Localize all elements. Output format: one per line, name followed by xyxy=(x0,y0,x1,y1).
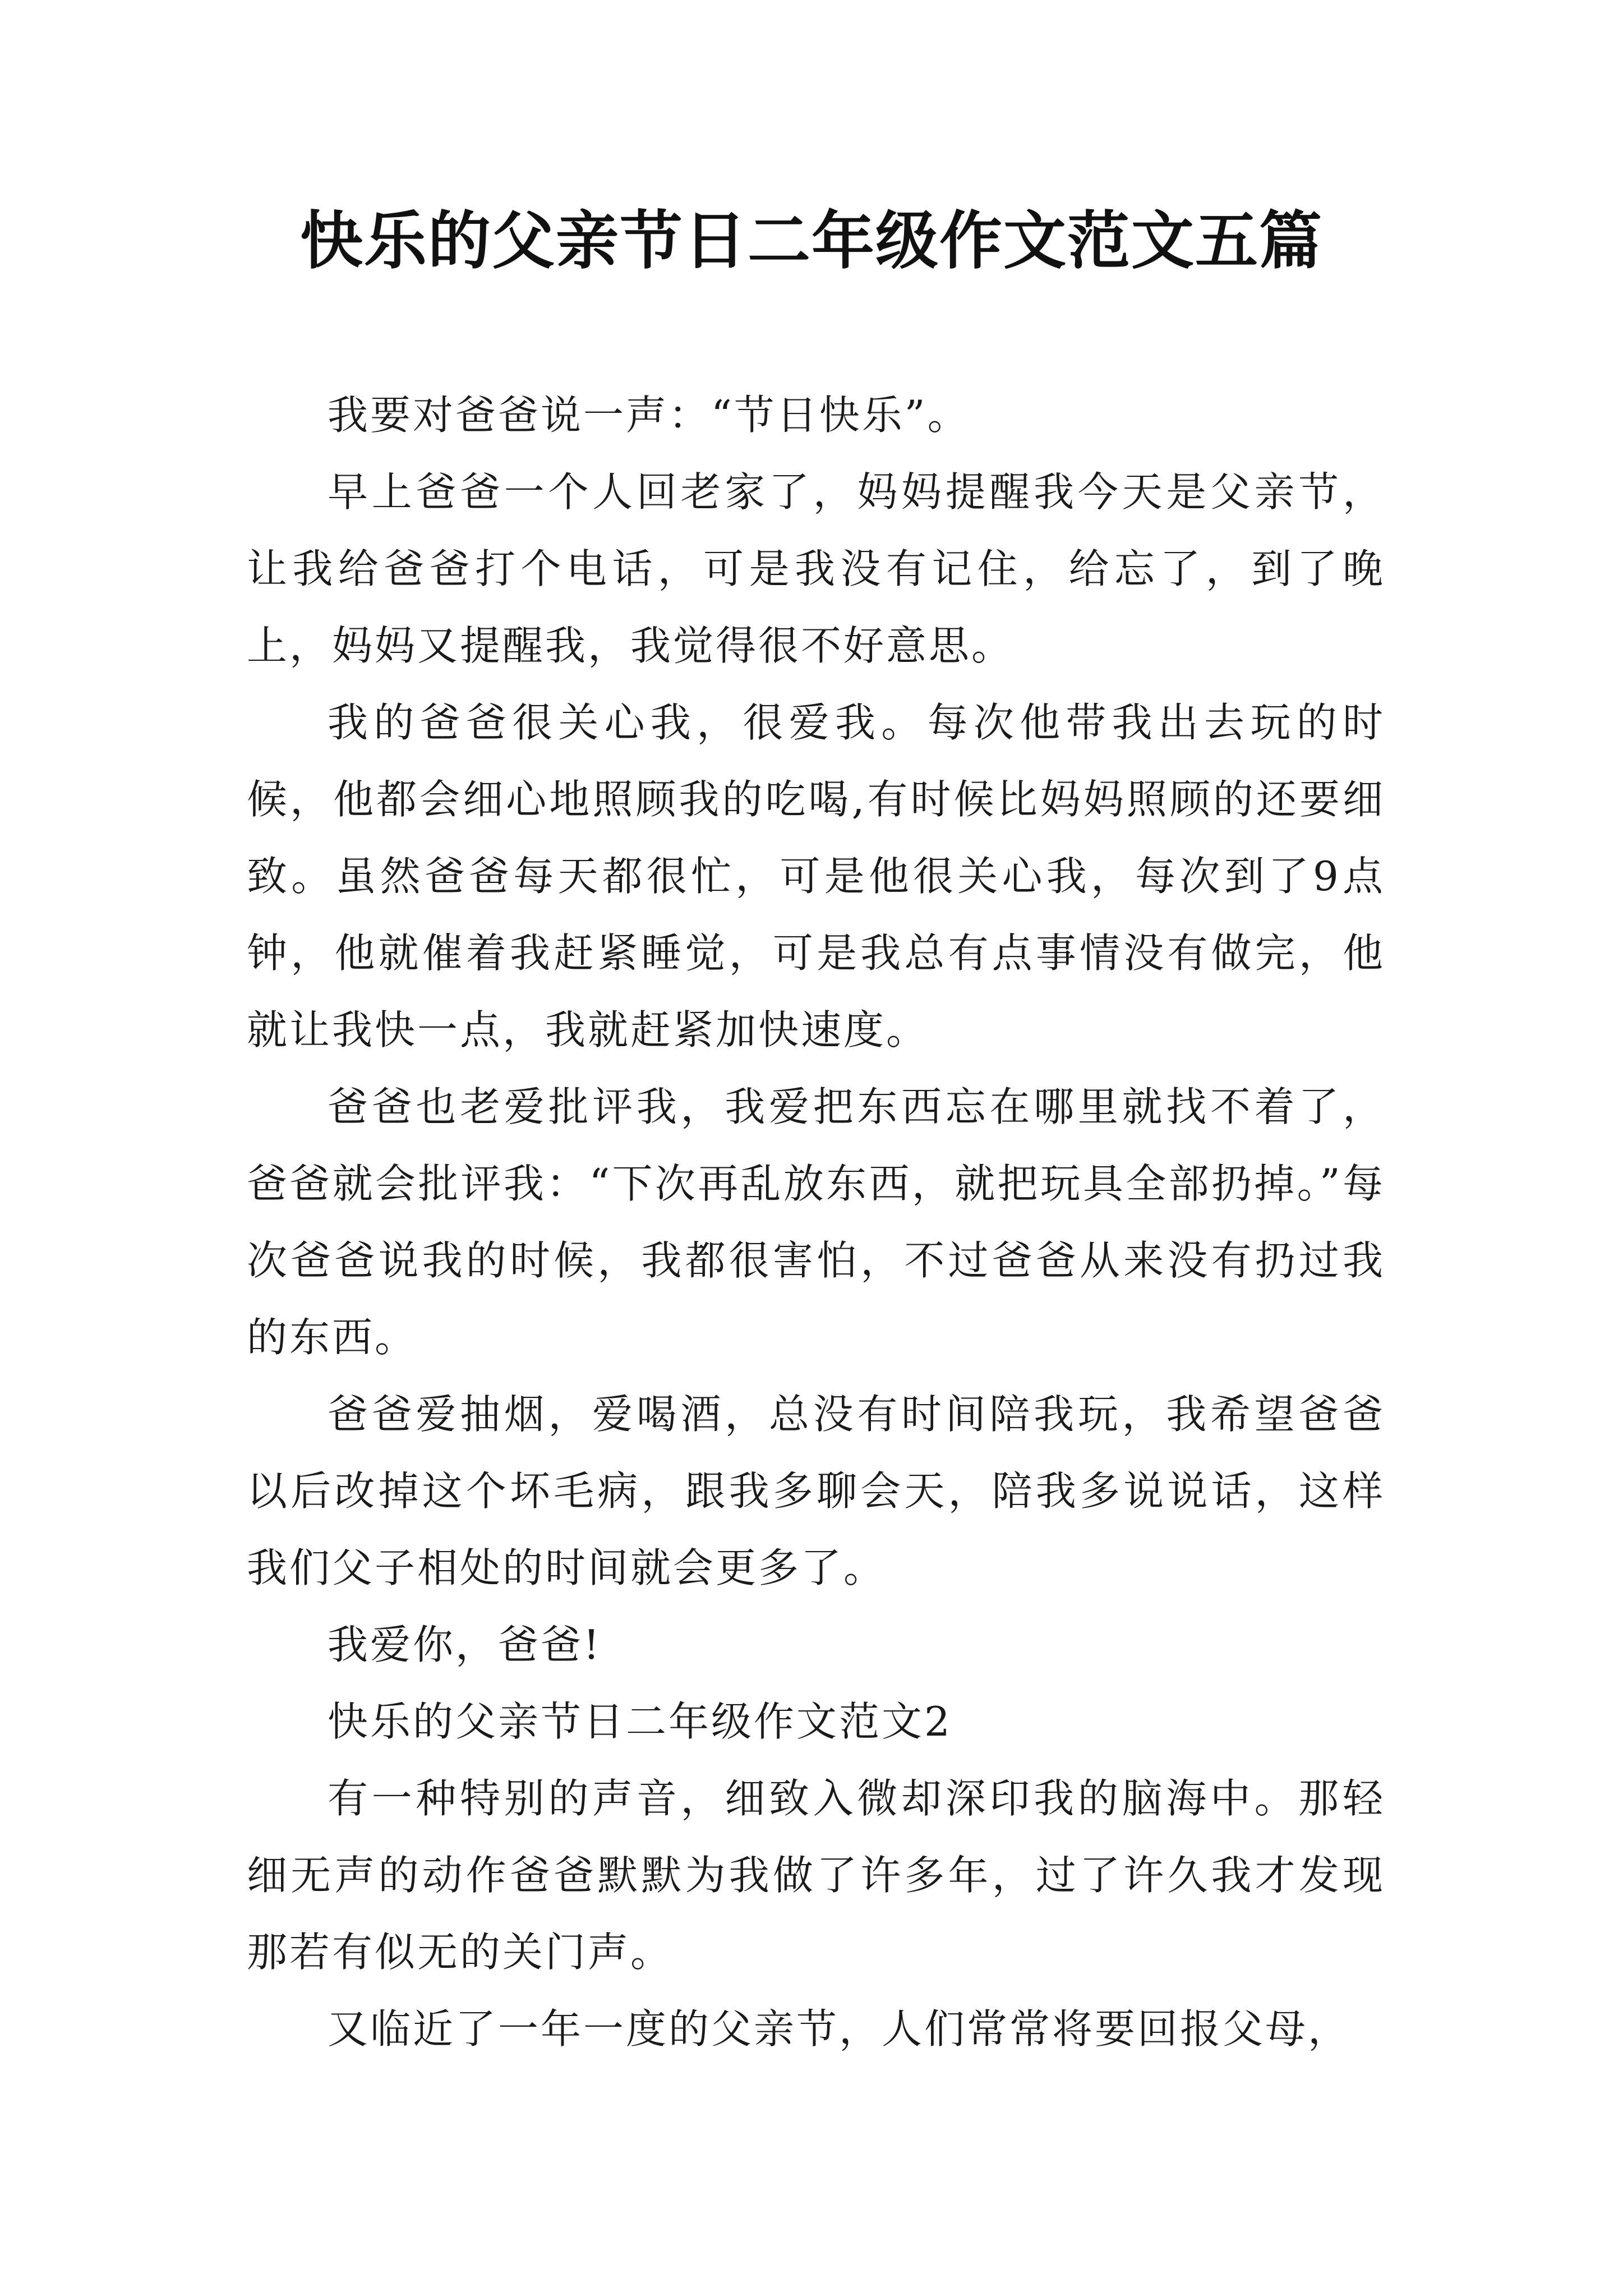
paragraph: 爸爸也老爱批评我，我爱把东西忘在哪里就找不着了，爸爸就会批评我：“下次再乱放东西，就把玩具全部扔掉。”每次爸爸说我的时候，我都很害怕，不过爸爸从来没有扔过我的东西。 xyxy=(247,1083,1385,1361)
document-title: 快乐的父亲节日二年级作文范文五篇 xyxy=(300,205,1323,278)
paragraph: 早上爸爸一个人回老家了，妈妈提醒我今天是父亲节，让我给爸爸打个电话，可是我没有记住，给忘了，到了晚上，妈妈又提醒我，我觉得很不好意思。 xyxy=(247,468,1385,669)
paragraph: 有一种特别的声音，细致入微却深印我的脑海中。那轻细无声的动作爸爸默默为我做了许多年，过了许久我才发现那若有似无的关门声。 xyxy=(247,1775,1385,1976)
document-body xyxy=(247,377,1385,2068)
paragraph: 爸爸爱抽烟，爱喝酒，总没有时间陪我玩，我希望爸爸以后改掉这个坏毛病，跟我多聊会天，陪我多说说话，这样我们父子相处的时间就会更多了。 xyxy=(247,1391,1385,1591)
section-heading: 快乐的父亲节日二年级作文范文2 xyxy=(328,1698,952,1745)
paragraph: 又临近了一年一度的父亲节，人们常常将要回报父母， xyxy=(328,2005,1351,2053)
paragraph: 我爱你，爸爸! xyxy=(328,1621,602,1668)
paragraph: 我的爸爸很关心我，很爱我。每次他带我出去玩的时候，他都会细心地照顾我的吃喝,有时候比妈妈照顾的还要细致。虽然爸爸每天都很忙，可是他很关心我，每次到了9点钟，他就催着我赶紧睡觉，可是我总有点事情没有做完，他就让我快一点，我就赶紧加快速度。 xyxy=(247,699,1385,1053)
paragraph: 我要对爸爸说一声：“节日快乐”。 xyxy=(328,392,970,439)
